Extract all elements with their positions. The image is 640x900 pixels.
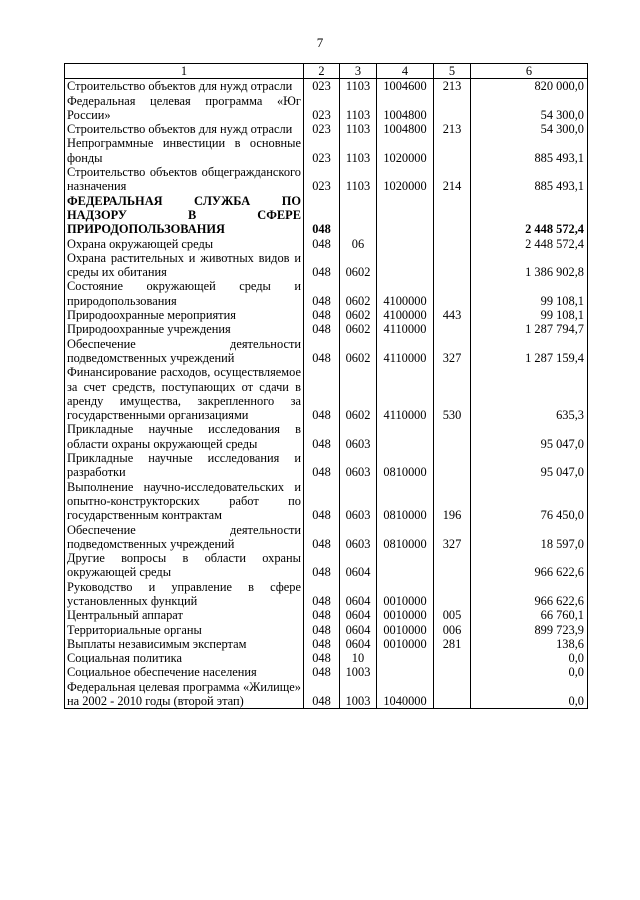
table-row [65, 422, 588, 451]
section-code-cell: 0604 [340, 637, 377, 651]
section-code-cell: 1103 [340, 79, 377, 94]
item-name-cell: Выплаты независимым экспертам [65, 637, 304, 651]
item-name-cell: Выполнение научно-исследовательских и опытно-конструкторских работ по государственным контрактам [65, 480, 304, 523]
ministry-code-cell: 048 [304, 194, 340, 237]
table-row [65, 580, 588, 609]
item-name-cell: Социальное обеспечение населения [65, 665, 304, 679]
table-row [65, 308, 588, 322]
expense-type-code-cell [434, 237, 471, 251]
table-row [65, 237, 588, 251]
header-col-3: 3 [340, 64, 377, 79]
target-article-code-cell [377, 422, 434, 451]
item-name-cell: Прикладные научные исследования в области охраны окружающей среды [65, 422, 304, 451]
expense-type-code-cell [434, 322, 471, 336]
amount-cell: 54 300,0 [471, 122, 588, 136]
amount-cell: 966 622,6 [471, 580, 588, 609]
expense-type-code-cell: 213 [434, 122, 471, 136]
ministry-code-cell: 023 [304, 165, 340, 194]
ministry-code-cell: 048 [304, 608, 340, 622]
header-col-2: 2 [304, 64, 340, 79]
table-row [65, 665, 588, 679]
expense-type-code-cell: 327 [434, 337, 471, 366]
target-article-code-cell [377, 237, 434, 251]
ministry-code-cell: 048 [304, 580, 340, 609]
table-row [65, 194, 588, 237]
amount-cell: 0,0 [471, 665, 588, 679]
expense-type-code-cell [434, 451, 471, 480]
expense-type-code-cell: 196 [434, 480, 471, 523]
section-code-cell: 0602 [340, 251, 377, 280]
table-row [65, 251, 588, 280]
amount-cell: 885 493,1 [471, 165, 588, 194]
target-article-code-cell: 4110000 [377, 365, 434, 422]
section-code-cell: 1003 [340, 680, 377, 709]
target-article-code-cell: 0010000 [377, 637, 434, 651]
budget-table [64, 63, 588, 709]
target-article-code-cell: 4100000 [377, 279, 434, 308]
ministry-code-cell: 023 [304, 136, 340, 165]
item-name-cell: ФЕДЕРАЛЬНАЯ СЛУЖБА ПО НАДЗОРУ В СФЕРЕ ПРИРОДОПОЛЬЗОВАНИЯ [65, 194, 304, 237]
expense-type-code-cell [434, 651, 471, 665]
section-code-cell: 1103 [340, 122, 377, 136]
amount-cell: 138,6 [471, 637, 588, 651]
target-article-code-cell [377, 551, 434, 580]
section-code-cell: 0603 [340, 451, 377, 480]
item-name-cell: Состояние окружающей среды и природопользования [65, 279, 304, 308]
item-name-cell: Федеральная целевая программа «Жилище» на 2002 - 2010 годы (второй этап) [65, 680, 304, 709]
item-name-cell: Социальная политика [65, 651, 304, 665]
section-code-cell: 1103 [340, 94, 377, 123]
ministry-code-cell: 048 [304, 365, 340, 422]
section-code-cell: 0602 [340, 322, 377, 336]
ministry-code-cell: 048 [304, 237, 340, 251]
section-code-cell: 0603 [340, 480, 377, 523]
target-article-code-cell [377, 651, 434, 665]
item-name-cell: Другие вопросы в области охраны окружающей среды [65, 551, 304, 580]
header-col-1: 1 [65, 64, 304, 79]
ministry-code-cell: 023 [304, 94, 340, 123]
expense-type-code-cell [434, 422, 471, 451]
item-name-cell: Охрана окружающей среды [65, 237, 304, 251]
item-name-cell: Природоохранные мероприятия [65, 308, 304, 322]
table-row [65, 122, 588, 136]
item-name-cell: Строительство объектов для нужд отрасли [65, 79, 304, 94]
expense-type-code-cell: 214 [434, 165, 471, 194]
amount-cell: 635,3 [471, 365, 588, 422]
amount-cell: 1 386 902,8 [471, 251, 588, 280]
amount-cell: 95 047,0 [471, 422, 588, 451]
ministry-code-cell: 048 [304, 337, 340, 366]
header-col-4: 4 [377, 64, 434, 79]
item-name-cell: Финансирование расходов, осуществляемое за счет средств, поступающих от сдачи в аренду имущества, закрепленного за государственными организациями [65, 365, 304, 422]
table-row [65, 165, 588, 194]
target-article-code-cell [377, 251, 434, 280]
section-code-cell: 0604 [340, 580, 377, 609]
item-name-cell: Обеспечение деятельности подведомственных учреждений [65, 523, 304, 552]
section-code-cell: 0602 [340, 365, 377, 422]
header-col-6: 6 [471, 64, 588, 79]
ministry-code-cell: 023 [304, 122, 340, 136]
table-row [65, 136, 588, 165]
expense-type-code-cell [434, 251, 471, 280]
section-code-cell: 0604 [340, 623, 377, 637]
item-name-cell: Прикладные научные исследования и разработки [65, 451, 304, 480]
target-article-code-cell [377, 665, 434, 679]
expense-type-code-cell [434, 665, 471, 679]
ministry-code-cell: 048 [304, 480, 340, 523]
target-article-code-cell: 4110000 [377, 337, 434, 366]
target-article-code-cell: 4110000 [377, 322, 434, 336]
ministry-code-cell: 048 [304, 308, 340, 322]
ministry-code-cell: 048 [304, 551, 340, 580]
item-name-cell: Строительство объектов для нужд отрасли [65, 122, 304, 136]
expense-type-code-cell [434, 194, 471, 237]
section-code-cell: 0602 [340, 279, 377, 308]
item-name-cell: Территориальные органы [65, 623, 304, 637]
amount-cell: 95 047,0 [471, 451, 588, 480]
expense-type-code-cell: 213 [434, 79, 471, 94]
expense-type-code-cell [434, 279, 471, 308]
table-row [65, 680, 588, 709]
header-row [65, 64, 588, 79]
amount-cell: 820 000,0 [471, 79, 588, 94]
amount-cell: 885 493,1 [471, 136, 588, 165]
table-row [65, 94, 588, 123]
amount-cell: 0,0 [471, 680, 588, 709]
section-code-cell: 0603 [340, 422, 377, 451]
amount-cell: 2 448 572,4 [471, 237, 588, 251]
target-article-code-cell: 0810000 [377, 523, 434, 552]
expense-type-code-cell: 327 [434, 523, 471, 552]
section-code-cell [340, 194, 377, 237]
expense-type-code-cell: 281 [434, 637, 471, 651]
section-code-cell: 1103 [340, 136, 377, 165]
expense-type-code-cell [434, 94, 471, 123]
table-row [65, 551, 588, 580]
item-name-cell: Руководство и управление в сфере установленных функций [65, 580, 304, 609]
item-name-cell: Центральный аппарат [65, 608, 304, 622]
target-article-code-cell: 1040000 [377, 680, 434, 709]
target-article-code-cell: 0810000 [377, 480, 434, 523]
item-name-cell: Обеспечение деятельности подведомственных учреждений [65, 337, 304, 366]
target-article-code-cell: 1020000 [377, 165, 434, 194]
ministry-code-cell: 048 [304, 623, 340, 637]
table-row [65, 608, 588, 622]
item-name-cell: Охрана растительных и животных видов и среды их обитания [65, 251, 304, 280]
section-code-cell: 06 [340, 237, 377, 251]
header-col-5: 5 [434, 64, 471, 79]
item-name-cell: Федеральная целевая программа «Юг России» [65, 94, 304, 123]
expense-type-code-cell: 006 [434, 623, 471, 637]
table-row [65, 365, 588, 422]
amount-cell: 899 723,9 [471, 623, 588, 637]
target-article-code-cell [377, 194, 434, 237]
target-article-code-cell: 0010000 [377, 608, 434, 622]
expense-type-code-cell [434, 580, 471, 609]
ministry-code-cell: 048 [304, 251, 340, 280]
section-code-cell: 0602 [340, 337, 377, 366]
target-article-code-cell: 1020000 [377, 136, 434, 165]
amount-cell: 2 448 572,4 [471, 194, 588, 237]
expense-type-code-cell: 443 [434, 308, 471, 322]
amount-cell: 966 622,6 [471, 551, 588, 580]
amount-cell: 99 108,1 [471, 279, 588, 308]
section-code-cell: 10 [340, 651, 377, 665]
section-code-cell: 1003 [340, 665, 377, 679]
table-row [65, 623, 588, 637]
expense-type-code-cell [434, 680, 471, 709]
amount-cell: 99 108,1 [471, 308, 588, 322]
section-code-cell: 1103 [340, 165, 377, 194]
table-row [65, 480, 588, 523]
target-article-code-cell: 0010000 [377, 623, 434, 637]
ministry-code-cell: 048 [304, 279, 340, 308]
table-row [65, 279, 588, 308]
target-article-code-cell: 1004800 [377, 122, 434, 136]
item-name-cell: Непрограммные инвестиции в основные фонды [65, 136, 304, 165]
ministry-code-cell: 048 [304, 665, 340, 679]
ministry-code-cell: 048 [304, 451, 340, 480]
expense-type-code-cell [434, 136, 471, 165]
section-code-cell: 0604 [340, 551, 377, 580]
target-article-code-cell: 1004600 [377, 79, 434, 94]
ministry-code-cell: 048 [304, 637, 340, 651]
section-code-cell: 0603 [340, 523, 377, 552]
table-row [65, 637, 588, 651]
section-code-cell: 0602 [340, 308, 377, 322]
amount-cell: 18 597,0 [471, 523, 588, 552]
ministry-code-cell: 048 [304, 322, 340, 336]
table-row [65, 451, 588, 480]
item-name-cell: Природоохранные учреждения [65, 322, 304, 336]
target-article-code-cell: 0010000 [377, 580, 434, 609]
page-number: 7 [316, 35, 324, 50]
amount-cell: 76 450,0 [471, 480, 588, 523]
table-row [65, 651, 588, 665]
ministry-code-cell: 023 [304, 79, 340, 94]
target-article-code-cell: 1004800 [377, 94, 434, 123]
amount-cell: 66 760,1 [471, 608, 588, 622]
table-row [65, 79, 588, 94]
ministry-code-cell: 048 [304, 422, 340, 451]
expense-type-code-cell: 530 [434, 365, 471, 422]
amount-cell: 54 300,0 [471, 94, 588, 123]
ministry-code-cell: 048 [304, 680, 340, 709]
table-row [65, 523, 588, 552]
section-code-cell: 0604 [340, 608, 377, 622]
item-name-cell: Строительство объектов общегражданского назначения [65, 165, 304, 194]
table-row [65, 337, 588, 366]
amount-cell: 1 287 794,7 [471, 322, 588, 336]
target-article-code-cell: 4100000 [377, 308, 434, 322]
target-article-code-cell: 0810000 [377, 451, 434, 480]
ministry-code-cell: 048 [304, 651, 340, 665]
amount-cell: 1 287 159,4 [471, 337, 588, 366]
amount-cell: 0,0 [471, 651, 588, 665]
expense-type-code-cell [434, 551, 471, 580]
ministry-code-cell: 048 [304, 523, 340, 552]
table-row [65, 322, 588, 336]
expense-type-code-cell: 005 [434, 608, 471, 622]
